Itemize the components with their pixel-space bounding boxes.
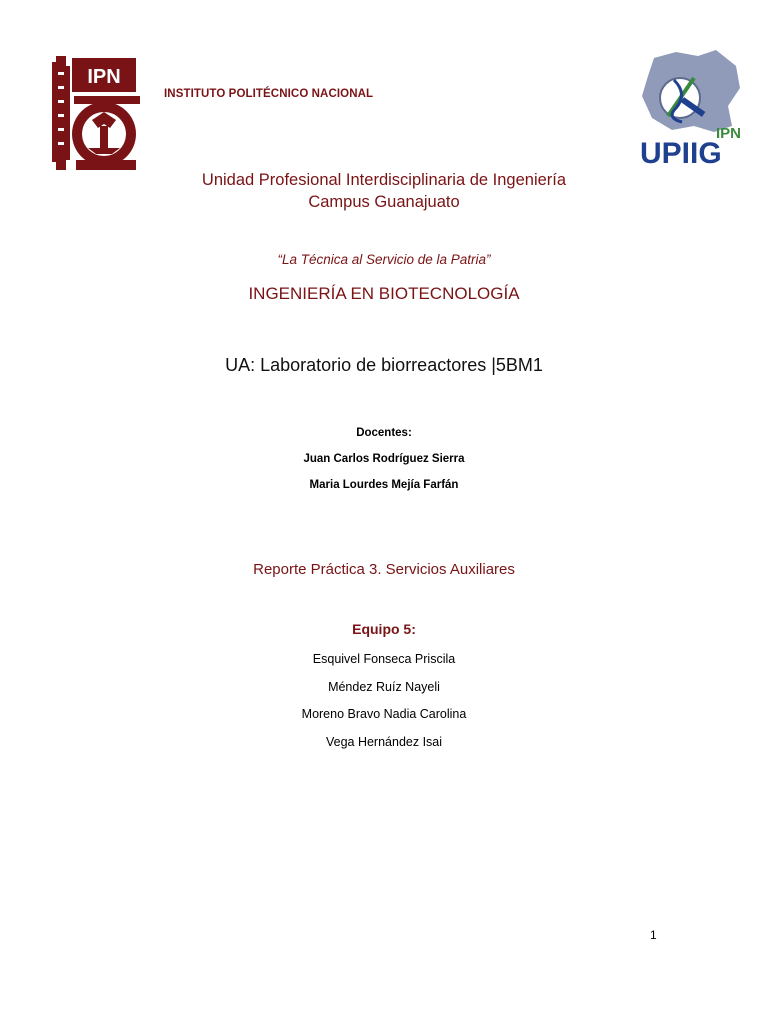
teacher-name: Juan Carlos Rodríguez Sierra <box>303 453 465 465</box>
team-heading: Equipo 5: <box>352 621 416 637</box>
unit-name: Unidad Profesional Interdisciplinaria de Ingeniería <box>201 171 567 189</box>
team-member: Moreno Bravo Nadia Carolina <box>301 707 467 721</box>
svg-text:IPN: IPN <box>716 125 742 142</box>
upiig-logo <box>636 46 746 172</box>
course-title: UA: Laboratorio de biorreactores |5BM1 <box>225 355 543 375</box>
career-title: INGENIERÍA EN BIOTECNOLOGÍA <box>248 284 520 303</box>
team-member: Vega Hernández Isai <box>325 735 443 749</box>
team-member: Méndez Ruíz Nayeli <box>328 680 440 694</box>
page-number: 1 <box>650 928 657 942</box>
teacher-name: Maria Lourdes Mejía Farfán <box>309 479 459 491</box>
teachers-heading: Docentes: <box>356 427 412 439</box>
ipn-logo <box>48 52 146 174</box>
report-title: Reporte Práctica 3. Servicios Auxiliares <box>253 561 515 578</box>
institution-motto: “La Técnica al Servicio de la Patria” <box>277 252 491 267</box>
institution-name: INSTITUTO POLITÉCNICO NACIONAL <box>164 88 374 100</box>
svg-text:UPIIG: UPIIG <box>640 137 722 170</box>
campus-name: Campus Guanajuato <box>308 193 460 211</box>
team-member: Esquivel Fonseca Priscila <box>312 652 456 666</box>
svg-text:IPN: IPN <box>87 66 121 88</box>
